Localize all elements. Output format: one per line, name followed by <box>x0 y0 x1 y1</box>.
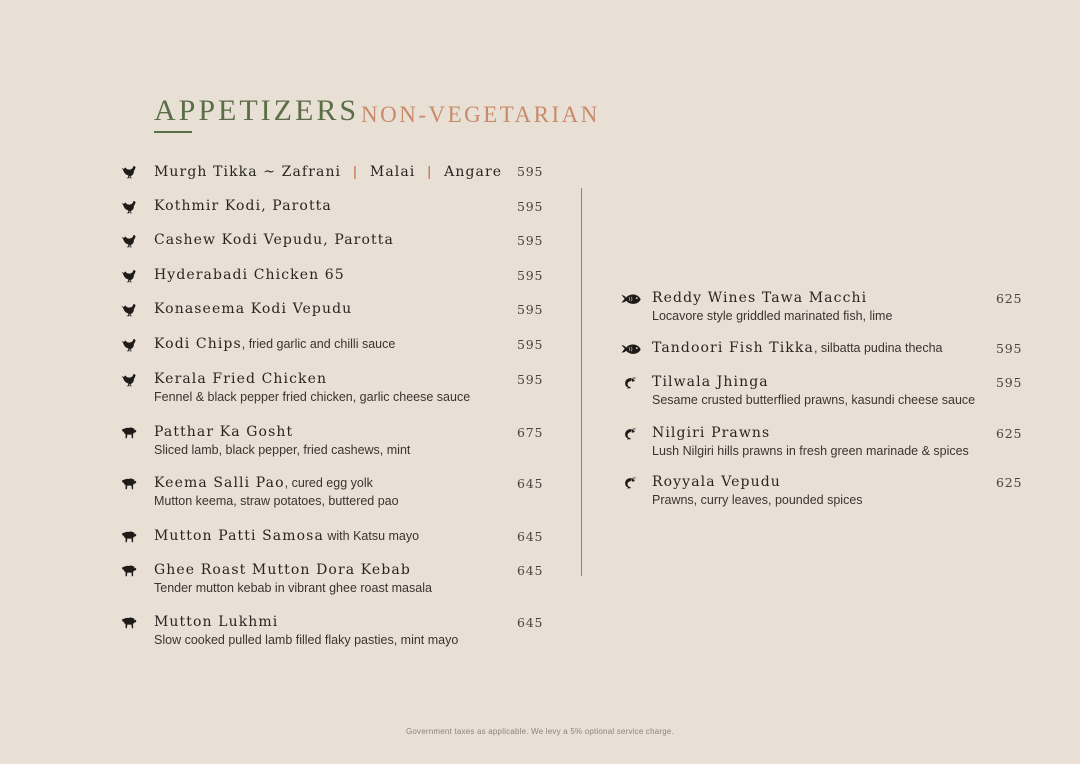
menu-item <box>154 475 399 508</box>
menu-item <box>154 562 432 595</box>
menu-item-description: Sliced lamb, black pepper, fried cashews, mint <box>154 443 411 457</box>
menu-item-name-line <box>154 301 352 317</box>
menu-item-price: 645 <box>517 529 544 544</box>
menu-item-name: Mutton Lukhmi <box>154 614 279 630</box>
menu-item-price: 595 <box>517 233 544 248</box>
menu-item <box>652 340 943 356</box>
menu-item-name-line <box>154 528 419 544</box>
menu-item-name: Tilwala Jhinga <box>652 374 769 390</box>
menu-item-name-line <box>652 290 892 306</box>
menu-item-price: 595 <box>517 372 544 387</box>
menu-item-name-line <box>154 562 432 578</box>
menu-item-description: Mutton keema, straw potatoes, buttered pao <box>154 494 399 508</box>
menu-item-name: Tandoori Fish Tikka <box>652 340 814 356</box>
menu-subtitle: NON-VEGETARIAN <box>361 102 600 127</box>
lamb-icon <box>121 477 137 491</box>
menu-item <box>652 290 892 323</box>
menu-item-price: 595 <box>517 199 544 214</box>
menu-item-name-line <box>154 232 394 248</box>
menu-item-name: Royyala Vepudu <box>652 474 781 490</box>
lamb-icon <box>121 530 137 544</box>
menu-item-name-line <box>652 340 943 356</box>
menu-item-price: 645 <box>517 476 544 491</box>
fish-icon <box>621 342 641 356</box>
menu-item-description: Lush Nilgiri hills prawns in fresh green marinade & spices <box>652 444 969 458</box>
chicken-icon <box>121 200 137 214</box>
variant-separator: | <box>427 163 433 179</box>
menu-item <box>154 198 332 214</box>
menu-item-price: 595 <box>517 164 544 179</box>
menu-item-name: Murgh Tikka <box>154 164 258 180</box>
menu-item-name-line <box>154 614 458 630</box>
menu-item-price: 675 <box>517 425 544 440</box>
menu-item-variant: Angare <box>444 164 503 180</box>
menu-item-name: Patthar Ka Gosht <box>154 424 294 440</box>
menu-item-inline-note: with Katsu mayo <box>323 529 420 543</box>
menu-item-name: Mutton Patti Samosa <box>154 528 324 544</box>
menu-item <box>652 474 863 507</box>
lamb-icon <box>121 616 137 630</box>
menu-item <box>154 163 502 180</box>
menu-item-name: Kodi Chips <box>154 336 242 352</box>
chicken-icon <box>121 303 137 317</box>
menu-item-price: 595 <box>517 302 544 317</box>
menu-item-description: Slow cooked pulled lamb filled flaky pasties, mint mayo <box>154 633 459 647</box>
menu-item-name: Kerala Fried Chicken <box>154 371 328 387</box>
prawn-icon <box>621 376 637 390</box>
menu-item <box>154 336 395 352</box>
menu-item-name-line <box>154 336 395 352</box>
menu-item-price: 595 <box>996 375 1023 390</box>
menu-item-name-line <box>154 163 502 180</box>
menu-item <box>154 371 470 404</box>
menu-item-name-line <box>154 424 410 440</box>
menu-item-name-line <box>154 267 345 283</box>
prawn-icon <box>621 427 637 441</box>
menu-item-inline-note: , cured egg yolk <box>284 476 373 490</box>
menu-item-name-line <box>652 425 969 441</box>
menu-item-price: 625 <box>996 475 1023 490</box>
menu-item <box>652 425 969 458</box>
menu-item-price: 595 <box>996 341 1023 356</box>
menu-item-description: Tender mutton kebab in vibrant ghee roast masala <box>154 581 432 595</box>
title-underline <box>154 131 192 133</box>
menu-item-description: Fennel & black pepper fried chicken, garlic cheese sauce <box>154 390 471 404</box>
menu-item <box>154 614 458 647</box>
menu-item-price: 595 <box>517 337 544 352</box>
menu-item-name: Konaseema Kodi Vepudu <box>154 301 353 317</box>
menu-item-name: Kothmir Kodi, Parotta <box>154 198 332 214</box>
menu-item-name: Hyderabadi Chicken 65 <box>154 267 345 283</box>
menu-item-name-line <box>652 474 863 490</box>
menu-item-inline-note: , fried garlic and chilli sauce <box>241 337 396 351</box>
menu-item-name: Cashew Kodi Vepudu, Parotta <box>154 232 394 248</box>
menu-item-description: Prawns, curry leaves, pounded spices <box>652 493 863 507</box>
menu-item-name-line <box>154 371 470 387</box>
menu-item-name: Keema Salli Pao <box>154 475 285 491</box>
menu-item-variant: ~ Zafrani <box>263 164 342 180</box>
menu-item-price: 595 <box>517 268 544 283</box>
menu-item-name-line <box>652 374 975 390</box>
lamb-icon <box>121 564 137 578</box>
lamb-icon <box>121 426 137 440</box>
menu-item-name: Ghee Roast Mutton Dora Kebab <box>154 562 411 578</box>
chicken-icon <box>121 373 137 387</box>
prawn-icon <box>621 476 637 490</box>
column-divider <box>581 188 582 576</box>
chicken-icon <box>121 165 137 179</box>
menu-item-name: Nilgiri Prawns <box>652 425 771 441</box>
fish-icon <box>621 292 641 306</box>
menu-item-price: 645 <box>517 615 544 630</box>
menu-title: APPETIZERS <box>154 94 360 127</box>
chicken-icon <box>121 338 137 352</box>
menu-item-price: 625 <box>996 426 1023 441</box>
menu-item-variant: Malai <box>369 164 416 180</box>
menu-item-price: 645 <box>517 563 544 578</box>
variant-separator: | <box>353 163 358 179</box>
menu-item <box>154 301 352 317</box>
menu-item <box>154 267 345 283</box>
footer-note: Government taxes as applicable. We levy a 5% optional service charge. <box>405 727 674 736</box>
menu-item-name-line <box>154 198 332 214</box>
menu-item-price: 625 <box>996 291 1023 306</box>
menu-item-description: Sesame crusted butterflied prawns, kasundi cheese sauce <box>652 393 976 407</box>
menu-item <box>154 232 394 248</box>
menu-item-description: Locavore style griddled marinated fish, lime <box>652 309 893 323</box>
menu-item <box>154 424 410 457</box>
chicken-icon <box>121 269 137 283</box>
menu-item-name: Reddy Wines Tawa Macchi <box>652 290 868 306</box>
chicken-icon <box>121 234 137 248</box>
menu-item <box>652 374 975 407</box>
menu-item-name-line <box>154 475 399 491</box>
menu-item-inline-note: , silbatta pudina thecha <box>813 341 943 355</box>
menu-item <box>154 528 419 544</box>
